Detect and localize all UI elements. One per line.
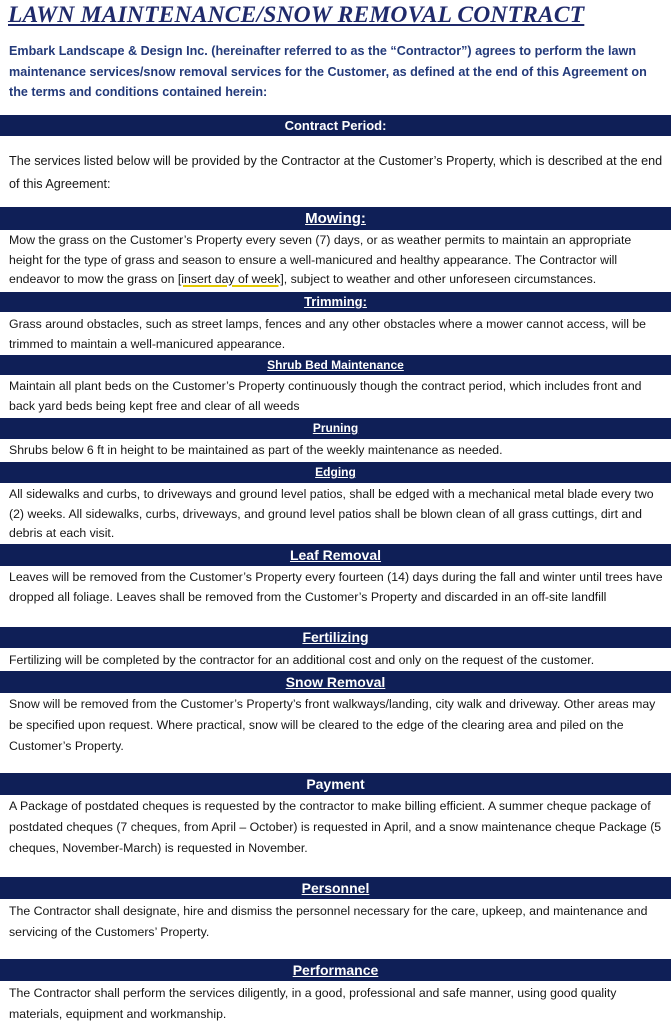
section-header-performance (0, 959, 671, 981)
section-text-contract-period: The services listed below will be provided by the Contractor at the Customer’s Property, which is described at the end of this Agreement: (9, 154, 663, 191)
section-heading: Contract Period: (284, 118, 387, 133)
section-text-trimming: Grass around obstacles, such as street lamps, fences and any other obstacles where a mower cannot access, will be trimmed to maintain a well-manicured appearance. (9, 317, 647, 351)
section-heading: Payment (306, 776, 365, 792)
section-header-edging (0, 462, 671, 483)
section-text-snow-removal: Snow will be removed from the Customer’s Property’s front walkways/landing, city walk and driveway. Other areas may be specified upon request. Where practical, snow will be cleared to the edge of the clearing area and piled on the Customer’s Property. (9, 697, 656, 753)
section-header-personnel (0, 877, 671, 899)
section-heading: Mowing: (305, 210, 366, 227)
intro-paragraph: Embark Landscape & Design Inc. (hereinafter referred to as the “Contractor”) agrees to perform the lawn maintenance services/snow removal services for the Customer, as defined at the end of this Agreement on the terms and conditions contained herein: (9, 44, 647, 99)
section-header-contract-period (0, 115, 671, 136)
section-text-performance: The Contractor shall perform the services diligently, in a good, professional and safe manner, using good quality materials, equipment and workmanship. (9, 986, 617, 1021)
section-text-pruning: Shrubs below 6 ft in height to be maintained as part of the weekly maintenance as needed. (9, 443, 503, 457)
section-header-mowing (0, 207, 671, 230)
section-text-leaf-removal: Leaves will be removed from the Customer’s Property every fourteen (14) days during the fall and winter until trees have dropped all foliage. Leaves shall be removed from the Customer’s Property and discarded in an off-site landfill (9, 570, 663, 604)
section-header-snow-removal (0, 671, 671, 693)
section-header-leaf-removal (0, 544, 671, 566)
section-heading: Snow Removal (285, 674, 386, 690)
section-heading: Edging (315, 465, 356, 479)
section-header-pruning (0, 418, 671, 439)
section-heading: Performance (292, 962, 379, 978)
section-text-mowing (9, 231, 665, 290)
day-of-week-placeholder: [insert day of week] (177, 272, 284, 286)
section-heading: Shrub Bed Maintenance (267, 358, 404, 372)
section-heading: Trimming: (304, 294, 367, 309)
section-text-personnel: The Contractor shall designate, hire and dismiss the personnel necessary for the care, upkeep, and maintenance and servicing of the Customers’ Property. (9, 904, 648, 939)
section-heading: Fertilizing (302, 629, 369, 645)
section-heading: Pruning (312, 421, 359, 435)
contract-title: LAWN MAINTENANCE/SNOW REMOVAL CONTRACT (8, 2, 585, 28)
section-heading: Personnel (301, 880, 370, 896)
section-header-payment (0, 773, 671, 795)
section-heading: Leaf Removal (289, 547, 382, 563)
section-text-edging: All sidewalks and curbs, to driveways and ground level patios, shall be edged with a mechanical metal blade every two (2) weeks. All sidewalks, curbs, driveways, and ground level patios shall be blown clean of all grass cuttings, dirt and debris at each visit. (9, 487, 654, 540)
section-header-fertilizing (0, 627, 671, 648)
section-header-shrub-bed (0, 355, 671, 375)
mowing-text-after: , subject to weather and other unforeseen circumstances. (283, 272, 597, 286)
section-text-payment: A Package of postdated cheques is requested by the contractor to make billing efficient. A summer cheque package of postdated cheques (7 cheques, from April – October) is requested in April, and a snow maintenance cheque Package (5 cheques, November-March) is requested in November. (9, 799, 662, 855)
section-header-trimming (0, 292, 671, 312)
section-text-fertilizing: Fertilizing will be completed by the contractor for an additional cost and only on the request of the customer. (9, 653, 595, 667)
mowing-text-before: Mow the grass on the Customer’s Property every seven (7) days, or as weather permits to maintain an appropriate height for the type of grass and season to ensure a well-manicured and healthy appearance. The Contractor will endeavor to mow the grass on (9, 233, 632, 286)
section-text-shrub-bed: Maintain all plant beds on the Customer’s Property continuously though the contract period, which includes front and back yard beds being kept free and clear of all weeds (9, 379, 642, 413)
